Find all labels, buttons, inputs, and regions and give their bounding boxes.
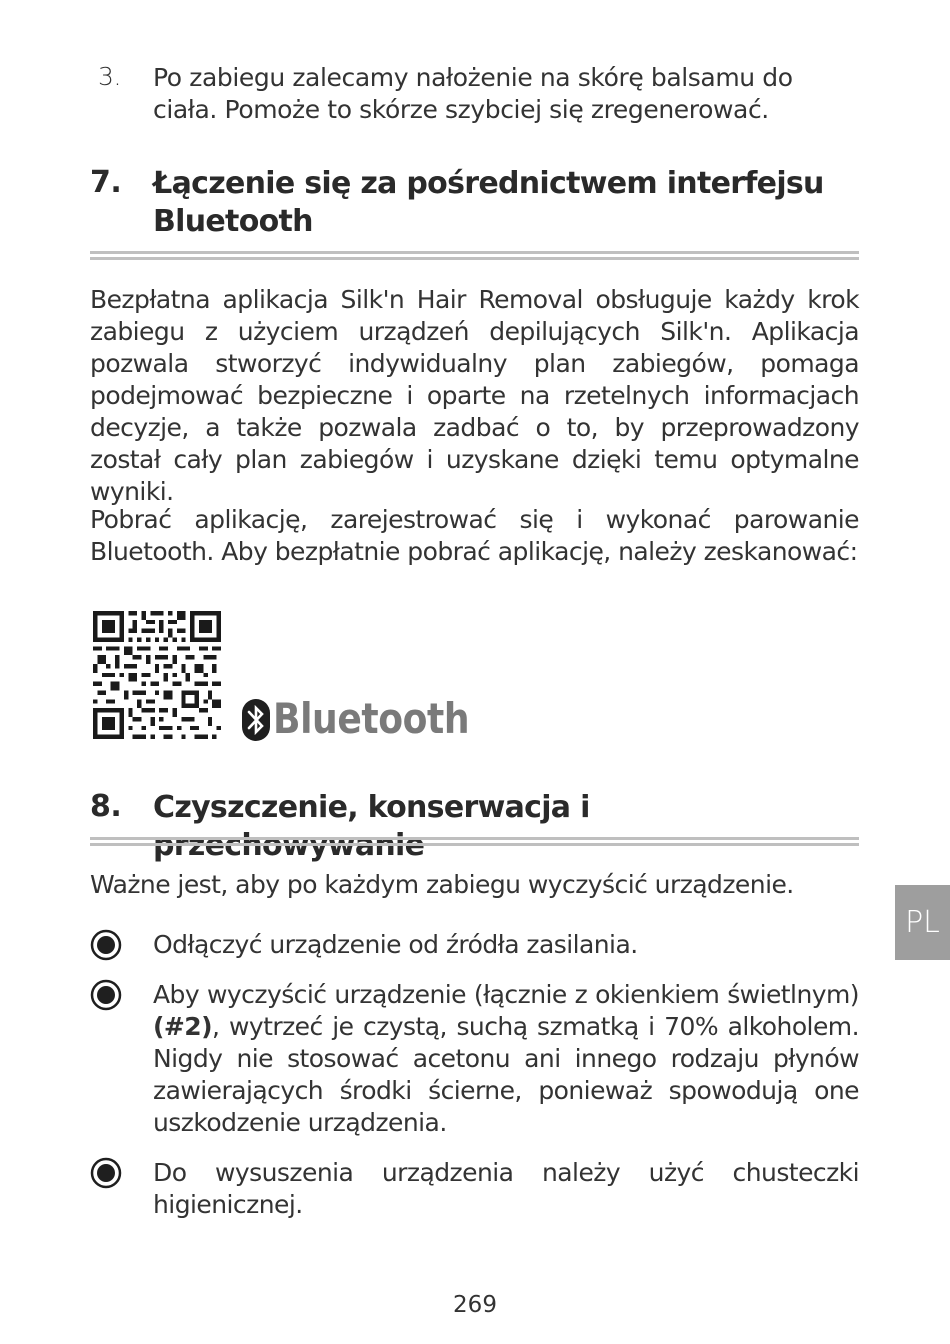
bluetooth-icon xyxy=(242,699,270,741)
section-7-title xyxy=(153,165,859,241)
section-8-number: 8. xyxy=(90,789,122,824)
page-number: 269 xyxy=(453,1292,497,1318)
part-reference: (#2) xyxy=(153,1012,212,1041)
section-7-paragraph-2: Pobrać aplikację, zarejestrować się i wykonać parowanie Bluetooth. Aby bezpłatnie pobrać aplikację, należy zeskanować: xyxy=(90,505,859,566)
bullet-2-text-start: Aby wyczyścić urządzenie (łącznie z okienkiem świetlnym) xyxy=(153,980,859,1009)
section-7-title-line2: Bluetooth xyxy=(153,204,313,239)
section-8-divider xyxy=(90,837,859,846)
bullet-3-text: Do wysuszenia urządzenia należy użyć chusteczki higienicznej. xyxy=(153,1158,859,1219)
bullet-2-text xyxy=(153,979,859,1139)
step-number: 3. xyxy=(98,62,122,91)
radio-bullet-icon xyxy=(90,979,122,1011)
bluetooth-wordmark: Bluetooth xyxy=(273,694,470,743)
qr-code[interactable] xyxy=(93,611,221,739)
bullet-2-text-end: , wytrzeć je czystą, suchą szmatką i 70% alkoholem. Nigdy nie stosować acetonu ani innego rodzaju płynów zawierających środki ścierne, ponieważ spowodują one uszkodzenie urządzenia. xyxy=(153,1012,859,1137)
radio-bullet-icon xyxy=(90,929,122,961)
section-8-title: Czyszczenie, konserwacja i przechowywanie xyxy=(153,790,590,863)
section-7-divider xyxy=(90,251,859,260)
section-7-title-line1: Łączenie się za pośrednictwem interfejsu xyxy=(153,166,824,201)
section-8-intro: Ważne jest, aby po każdym zabiegu wyczyścić urządzenie. xyxy=(90,870,794,899)
section-7-number: 7. xyxy=(90,165,122,200)
language-tab: PL xyxy=(895,885,950,960)
radio-bullet-icon xyxy=(90,1157,122,1189)
bullet-1-text: Odłączyć urządzenie od źródła zasilania. xyxy=(153,930,638,959)
section-7-paragraph-1: Bezpłatna aplikacja Silk'n Hair Removal obsługuje każdy krok zabiegu z użyciem urządzeń depilujących Silk'n. Aplikacja pozwala stworzyć indywidualny plan zabiegów, pomaga podejmować bezpieczne i oparte na rzetelnych informacjach decyzje, a także pozwala zadbać o to, by przeprowadzony został cały plan zabiegów i uzyskane dzięki temu optymalne wyniki. xyxy=(90,285,859,506)
step-text: Po zabiegu zalecamy nałożenie na skórę balsamu do ciała. Pomoże to skórze szybciej się zregenerować. xyxy=(153,63,793,124)
